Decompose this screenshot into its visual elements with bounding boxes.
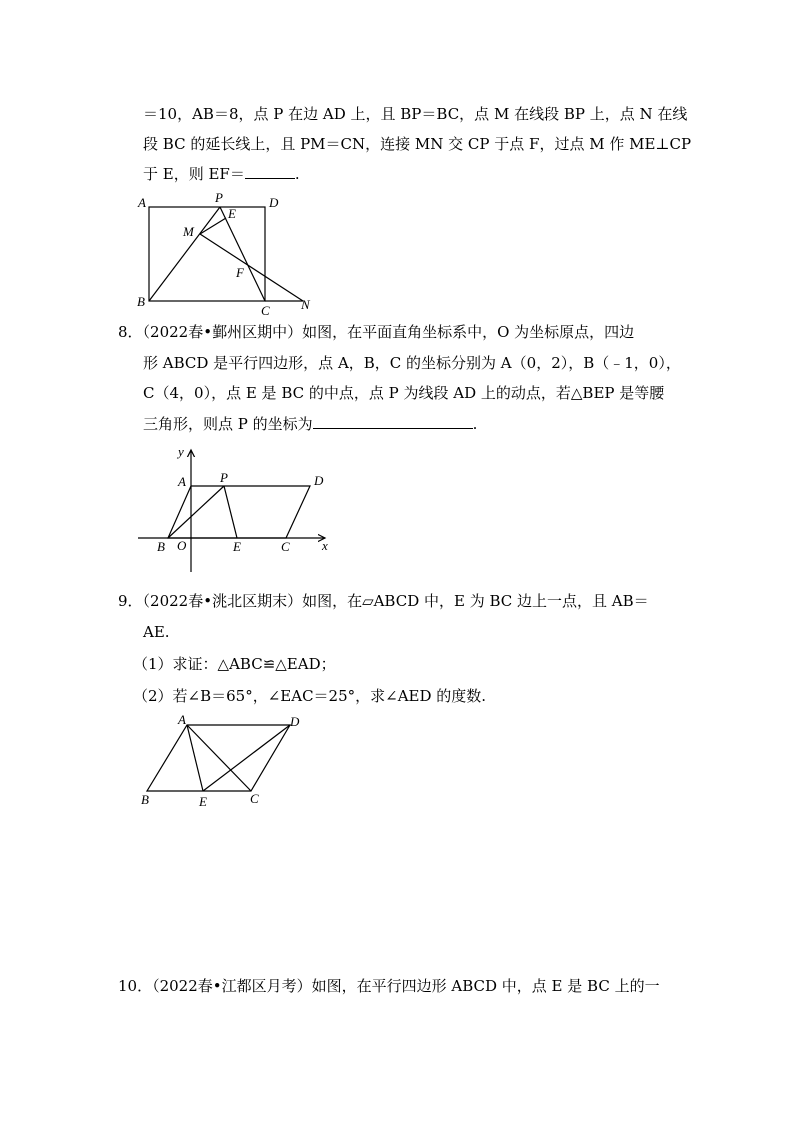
q8-line-1: 8．（2022春•鄞州区期中）如图，在平面直角坐标系中，O 为坐标原点，四边 [118, 323, 635, 341]
q7-figure [130, 190, 330, 320]
q7-line-3-text: 于 E，则 EF＝ [143, 165, 245, 183]
q8-label-b: B [157, 539, 165, 554]
q10-line-1: 10．（2022春•江都区月考）如图，在平行四边形 ABCD 中，点 E 是 BC 上的一 [118, 977, 660, 995]
q8-label-d: D [314, 473, 324, 488]
q9-part-2: （2）若∠B＝65°，∠EAC＝25°，求∠AED 的度数. [133, 687, 487, 705]
q8-label-o: O [177, 538, 187, 553]
q8-answer-blank[interactable] [313, 414, 473, 429]
q7-label-f: F [236, 265, 244, 280]
q7-label-m: M [183, 224, 194, 239]
q7-label-b: B [137, 294, 145, 309]
q9-label-a: A [178, 712, 186, 727]
q9-figure [130, 712, 310, 812]
q8-line-3: C（4，0），点 E 是 BC 的中点，点 P 为线段 AD 上的动点，若△BEP 是等腰 [143, 384, 665, 402]
q7-line-1: ＝10，AB＝8，点 P 在边 AD 上，且 BP＝BC，点 M 在线段 BP 上，点 N 在线 [143, 105, 688, 123]
q7-label-d: D [269, 195, 279, 210]
q8-figure [130, 440, 340, 580]
q7-segment-pc [220, 207, 265, 301]
q7-label-n: N [301, 297, 310, 312]
q9-line-1: 9．（2022春•洮北区期末）如图，在▱ABCD 中，E 为 BC 边上一点，且 AB＝ [118, 592, 649, 610]
q8-line-4-end: . [472, 415, 478, 433]
q8-label-a: A [178, 474, 186, 489]
q8-label-p: P [220, 470, 228, 485]
q7-line-3-end: . [294, 165, 300, 183]
q7-segment-me [200, 218, 226, 234]
q8-label-e: E [233, 539, 241, 554]
q7-label-a: A [138, 195, 146, 210]
q8-segment-pe [224, 486, 237, 538]
q7-line-3 [143, 164, 300, 184]
q8-parallelogram-abcd [168, 486, 310, 538]
q9-line-2: AE. [143, 623, 170, 641]
q8-line-2: 形 ABCD 是平行四边形，点 A，B，C 的坐标分别为 A（0，2），B（﹣1，0）， [143, 354, 681, 372]
q8-label-x: x [322, 538, 328, 553]
q9-label-e: E [199, 794, 207, 809]
q8-line-4 [143, 414, 477, 434]
q9-part-1: （1）求证：△ABC≌△EAD； [133, 655, 336, 673]
q7-label-c: C [261, 303, 270, 318]
q7-line-2: 段 BC 的延长线上，且 PM＝CN，连接 MN 交 CP 于点 F，过点 M 作 ME⊥CP [143, 135, 692, 153]
q8-line-4-text: 三角形，则点 P 的坐标为 [143, 415, 313, 433]
q7-answer-blank[interactable] [245, 164, 295, 179]
q9-segment-ae [187, 725, 203, 791]
q9-label-c: C [250, 791, 259, 806]
q8-label-y: y [178, 444, 184, 459]
q8-label-c: C [281, 539, 290, 554]
q9-segment-ed [203, 725, 290, 791]
q8-segment-bp [168, 486, 224, 538]
q7-label-e: E [228, 206, 236, 221]
q9-label-d: D [290, 714, 300, 729]
q9-label-b: B [141, 792, 149, 807]
q9-segment-ac [187, 725, 251, 791]
q7-label-p: P [215, 190, 223, 205]
q7-rectangle-abcd [149, 207, 265, 301]
q7-segment-mn [200, 234, 303, 301]
q7-segment-bp [149, 207, 220, 301]
